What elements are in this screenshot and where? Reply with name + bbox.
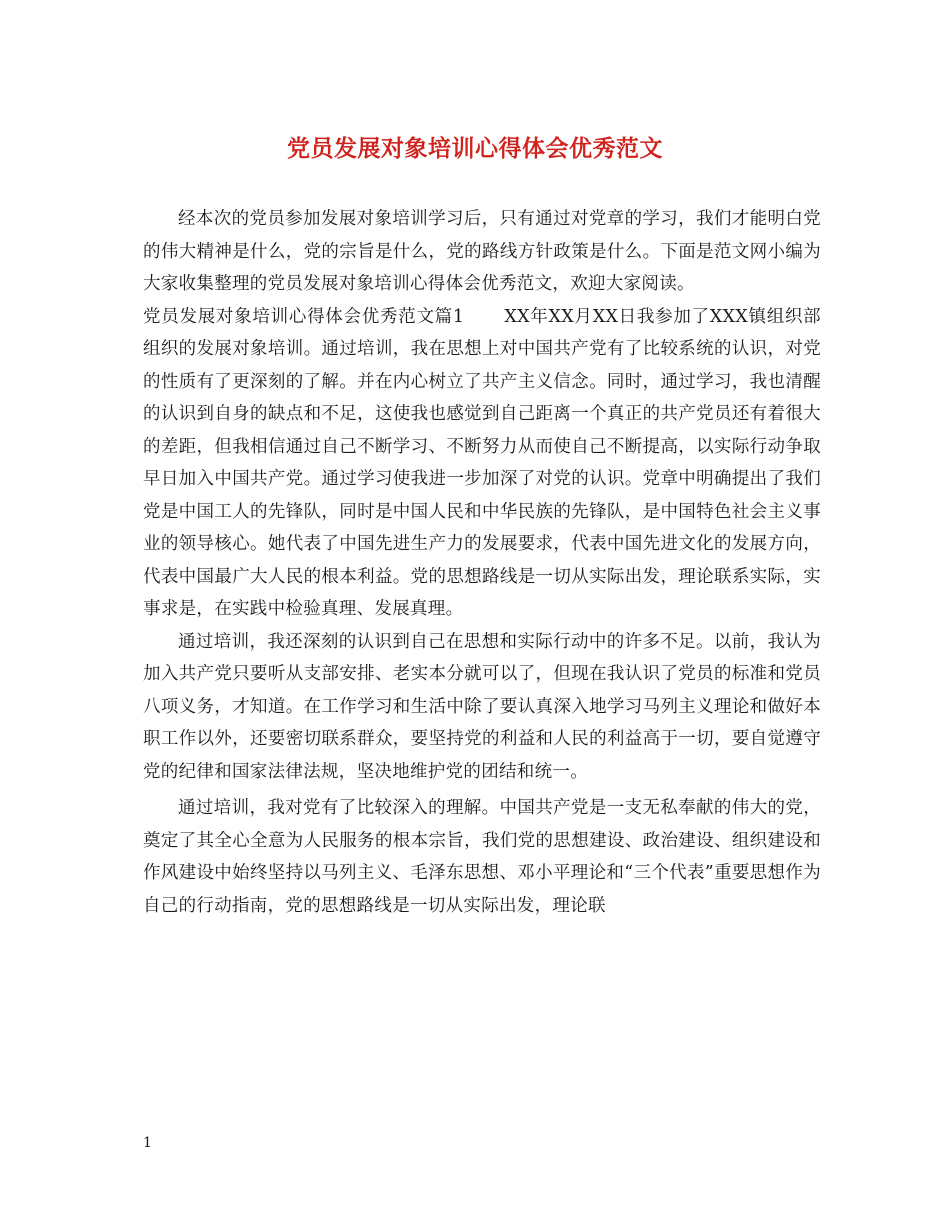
- section-paragraph: [143, 301, 821, 626]
- page-number: 1: [143, 1135, 152, 1151]
- document-body: [143, 203, 821, 922]
- intro-paragraph: 经本次的党员参加发展对象培训学习后，只有通过对党章的学习，我们才能明白党的伟大精神是什么，党的宗旨是什么，党的路线方针政策是什么。下面是范文网小编为大家收集整理的党员发展对象培训心得体会优秀范文，欢迎大家阅读。: [143, 209, 821, 294]
- body-paragraph-2: 通过培训，我还深刻的认识到自己在思想和实际行动中的许多不足。以前，我认为加入共产党只要听从支部安排、老实本分就可以了，但现在我认识了党员的标准和党员八项义务，才知道。在工作学习和生活中除了要认真深入地学习马列主义理论和做好本职工作以外，还要密切联系群众，要坚持党的利益和人民的利益高于一切，要自觉遵守党的纪律和国家法律法规，坚决地维护党的团结和统一。: [143, 631, 821, 782]
- section-heading: 党员发展对象培训心得体会优秀范文篇1: [143, 306, 465, 327]
- document-title: 党员发展对象培训心得体会优秀范文: [287, 135, 663, 162]
- section-body: XX年XX月XX日我参加了XXX镇组织部组织的发展对象培训。通过培训，我在思想上对中国共产党有了比较系统的认识，对党的性质有了更深刻的了解。并在内心树立了共产主义信念。同时，通过学习，我也清醒的认识到自身的缺点和不足，这使我也感觉到自己距离一个真正的共产党员还有着很大的差距，但我相信通过自己不断学习、不断努力从而使自己不断提高，以实际行动争取早日加入中国共产党。通过学习使我进一步加深了对党的认识。党章中明确提出了我们党是中国工人的先锋队，同时是中国人民和中华民族的先锋队，是中国特色社会主义事业的领导核心。她代表了中国先进生产力的发展要求，代表中国先进文化的发展方向，代表中国最广大人民的根本利益。党的思想路线是一切从实际出发，理论联系实际，实事求是，在实践中检验真理、发展真理。: [143, 306, 821, 619]
- body-paragraph-3: 通过培训，我对党有了比较深入的理解。中国共产党是一支无私奉献的伟大的党，奠定了其全心全意为人民服务的根本宗旨，我们党的思想建设、政治建设、组织建设和作风建设中始终坚持以马列主义、毛泽东思想、邓小平理论和“三个代表”重要思想作为自己的行动指南，党的思想路线是一切从实际出发，理论联: [143, 798, 821, 916]
